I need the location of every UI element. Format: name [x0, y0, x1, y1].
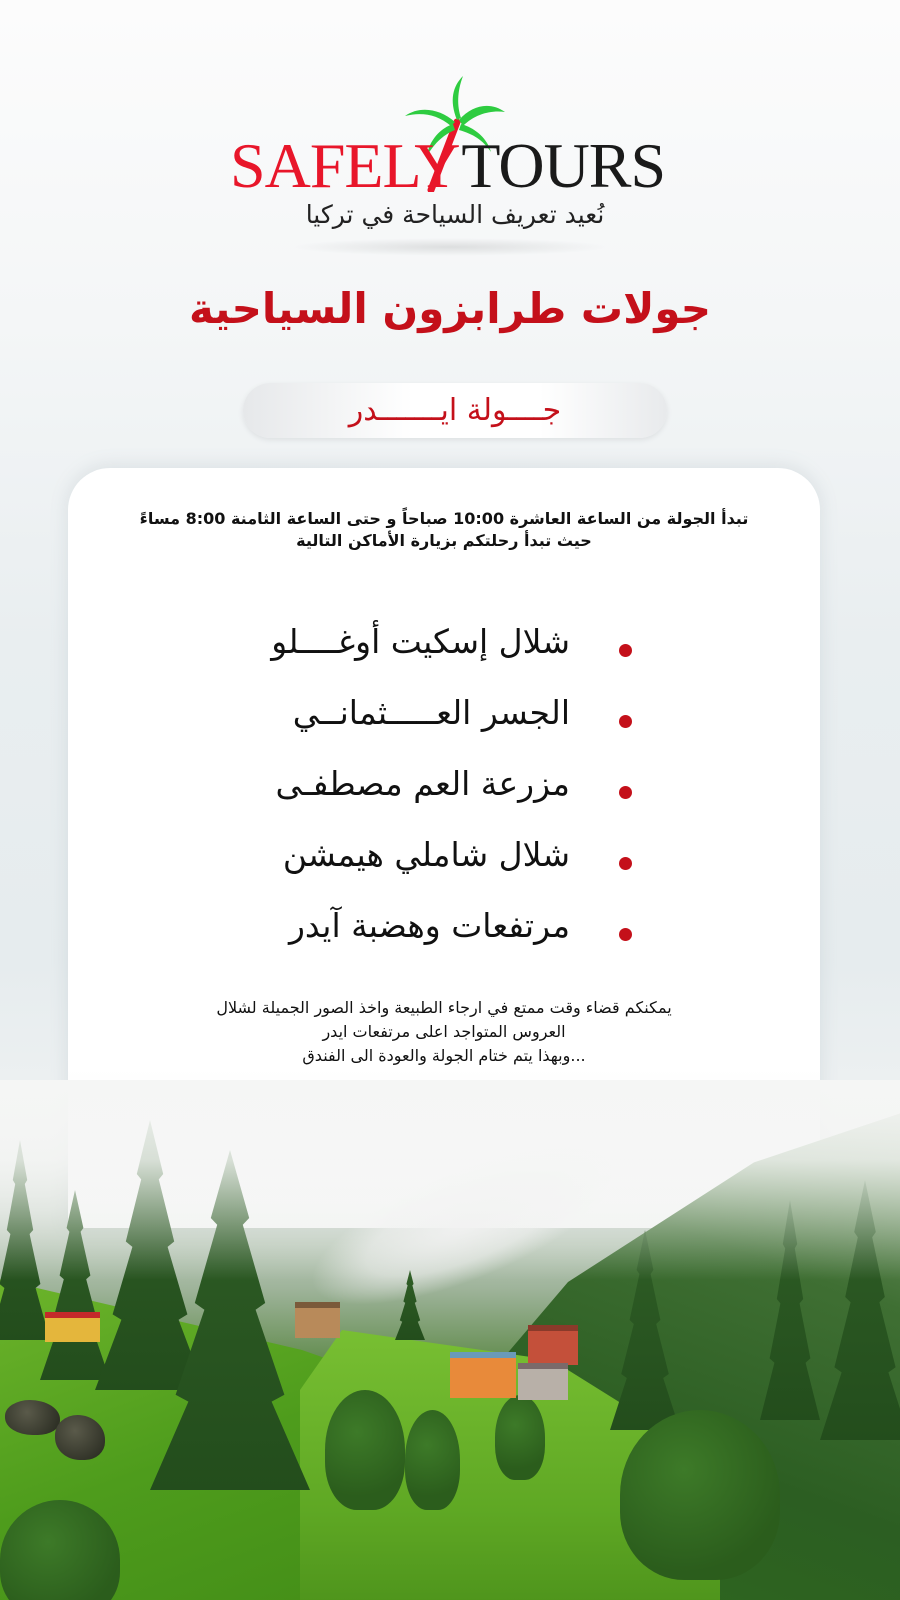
place-label: شلال شاملي هيمشن [282, 835, 570, 874]
brand-tagline: نُعيد تعريف السياحة في تركيا [305, 200, 605, 229]
brand-wordmark [230, 130, 680, 201]
bush [495, 1395, 545, 1480]
house [45, 1312, 100, 1342]
bush [620, 1410, 780, 1580]
rock [5, 1400, 60, 1435]
bush [405, 1410, 460, 1510]
tour-outro [128, 996, 760, 1068]
brand-name-safely: SAFELY [230, 130, 460, 201]
bullet-dot-icon [619, 857, 632, 870]
tour-intro [88, 508, 800, 552]
outro-line: ...وبهذا يتم ختام الجولة والعودة الى الفندق [302, 1046, 586, 1065]
place-label: شلال إسكيت أوغــــلو [271, 622, 570, 661]
page-title: جولات طرابزون السياحية [189, 284, 711, 333]
place-label: الجسر العـــــثمانــي [292, 693, 570, 732]
intro-line: تبدأ الجولة من الساعة العاشرة 10:00 صباحاً و حتى الساعة الثامنة 8:00 مساءً [139, 509, 749, 528]
bullet-dot-icon [619, 928, 632, 941]
intro-line: حيث تبدأ رحلتكم بزيارة الأماكن التالية [296, 531, 592, 550]
list-item [68, 616, 820, 687]
brand-logo [230, 72, 680, 242]
bullet-dot-icon [619, 715, 632, 728]
place-label: مرتفعات وهضبة آيدر [289, 906, 570, 945]
bullet-dot-icon [619, 644, 632, 657]
list-item [68, 758, 820, 829]
outro-line: يمكنكم قضاء وقت ممتع في ارجاء الطبيعة واخذ الصور الجميلة لشلال [216, 998, 672, 1017]
landscape-background-image [0, 1080, 900, 1600]
house [528, 1325, 578, 1365]
house [295, 1302, 340, 1338]
tour-name-badge [243, 383, 667, 438]
logo-shadow [290, 238, 610, 256]
bullet-dot-icon [619, 786, 632, 799]
outro-line: العروس المتواجد اعلى مرتفعات ايدر [322, 1022, 566, 1041]
list-item [68, 687, 820, 758]
house [450, 1352, 516, 1398]
bush [325, 1390, 405, 1510]
tour-name: جــــولة ايـــــــدر [348, 393, 562, 428]
places-list [68, 616, 820, 971]
fog-overlay [0, 1080, 900, 1280]
list-item [68, 900, 820, 971]
place-label: مزرعة العم مصطفـى [275, 764, 570, 803]
list-item [68, 829, 820, 900]
brand-name-tours: TOURS [461, 130, 666, 201]
house [518, 1363, 568, 1400]
